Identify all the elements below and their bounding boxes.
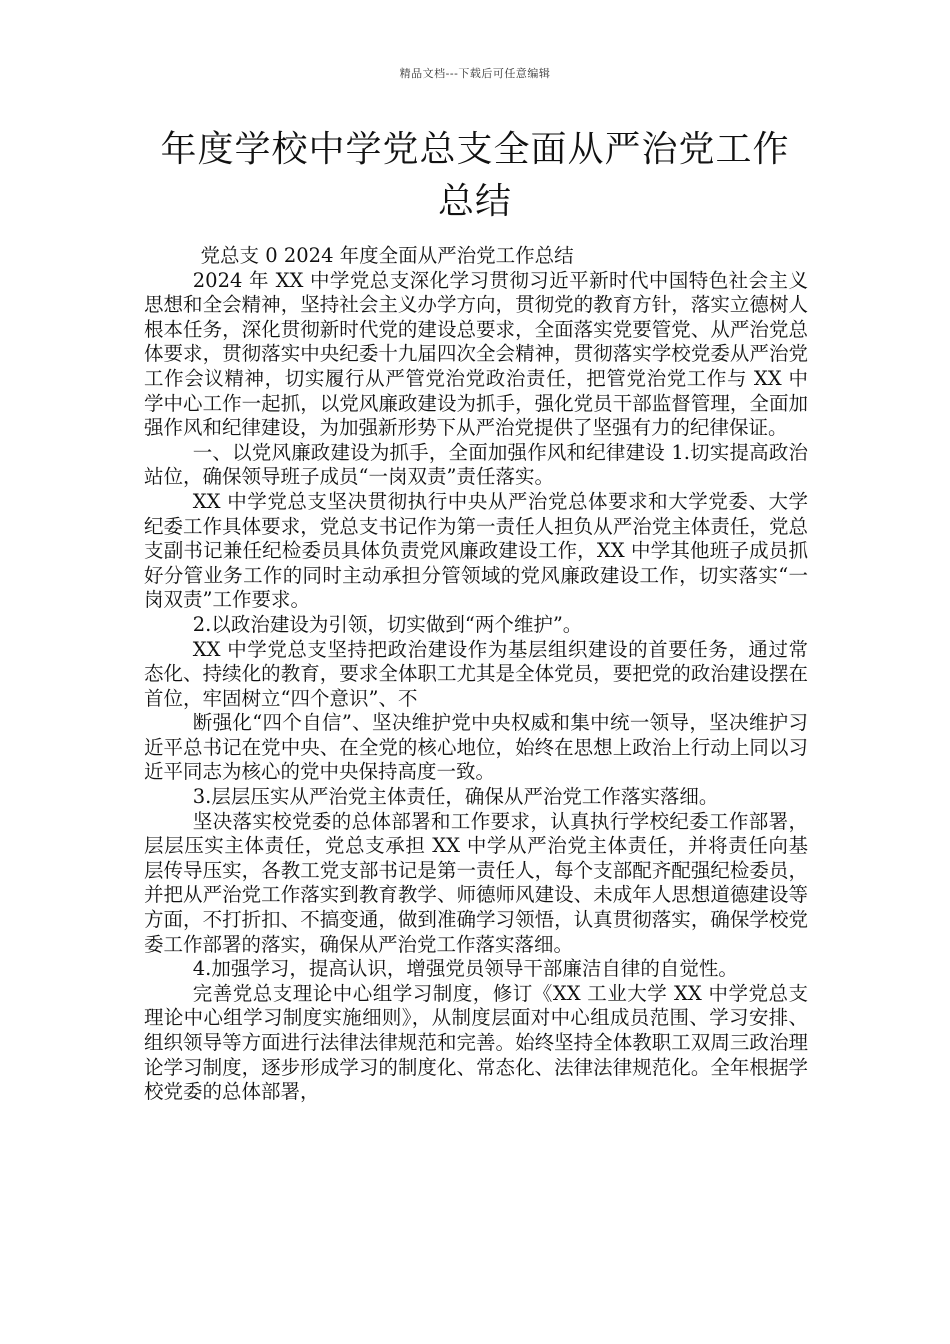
header-note: 精品文档---下载后可任意编辑 bbox=[399, 67, 551, 80]
body-paragraph: 3.层层压实从严治党主体责任，确保从严治党工作落实落细。 bbox=[192, 785, 719, 809]
body-paragraph: 2.以政治建设为引领，切实做到“两个维护”。 bbox=[192, 612, 583, 636]
document-body bbox=[144, 244, 808, 1105]
body-paragraph: 4.加强学习，提高认识，增强党员领导干部廉洁自律的自觉性。 bbox=[192, 957, 738, 981]
document-title: 年度学校中学党总支全面从严治党工作总结 bbox=[160, 129, 790, 222]
body-paragraph: 坚决落实校党委的总体部署和工作要求，认真执行学校纪委工作部署，层层压实主体责任，党总支承担 XX 中学从严治党主体责任，并将责任向基层传导压实，各教工党支部书记是第一责任人，每个支部配齐配强纪检委员，并把从严治党工作落实到教育教学、师德师风建设、未成年人思想道德建设等方面，不打折扣、不搞变通，做到准确学习领悟，认真贯彻落实，确保学校党委工作部署的落实，确保从严治党工作落实落细。 bbox=[144, 809, 808, 956]
body-paragraph: 断强化“四个自信”、坚决维护党中央权威和集中统一领导，坚决维护习近平总书记在党中央、在全党的核心地位，始终在思想上政治上行动上同以习近平同志为核心的党中央保持高度一致。 bbox=[144, 711, 808, 784]
body-paragraph: 2024 年 XX 中学党总支深化学习贯彻习近平新时代中国特色社会主义思想和全会精神，坚持社会主义办学方向，贯彻党的教育方针，落实立德树人根本任务，深化贯彻新时代党的建设总要求，全面落实党要管党、从严治党总体要求，贯彻落实中央纪委十九届四次全会精神，贯彻落实学校党委从严治党工作会议精神，切实履行从严管党治党政治责任，把管党治党工作与 XX 中学中心工作一起抓，以党风廉政建设为抓手，强化党员干部监督管理，全面加强作风和纪律建设，为加强新形势下从严治党提供了坚强有力的纪律保证。 bbox=[144, 268, 808, 440]
body-paragraph: XX 中学党总支坚持把政治建设作为基层组织建设的首要任务，通过常态化、持续化的教育，要求全体职工尤其是全体党员，要把党的政治建设摆在首位，牢固树立“四个意识”、不 bbox=[144, 637, 808, 710]
body-subtitle: 党总支 0 2024 年度全面从严治党工作总结 bbox=[200, 244, 574, 267]
body-paragraph: XX 中学党总支坚决贯彻执行中央从严治党总体要求和大学党委、大学纪委工作具体要求，党总支书记作为第一责任人担负从严治党主体责任，党总支副书记兼任纪检委员具体负责党风廉政建设工作，XX 中学其他班子成员抓好分管业务工作的同时主动承担分管领域的党风廉政建设工作，切实落实“一岗双责”工作要求。 bbox=[144, 489, 808, 612]
body-paragraph: 一、以党风廉政建设为抓手，全面加强作风和纪律建设 1.切实提高政治站位，确保领导班子成员“一岗双责”责任落实。 bbox=[144, 440, 808, 489]
body-paragraph: 完善党总支理论中心组学习制度，修订《XX 工业大学 XX 中学党总支理论中心组学习制度实施细则》，从制度层面对中心组成员范围、学习安排、组织领导等方面进行法律法律规范和完善。始终坚持全体教职工双周三政治理论学习制度，逐步形成学习的制度化、常态化、法律法律规范化。全年根据学校党委的总体部署， bbox=[144, 981, 808, 1104]
